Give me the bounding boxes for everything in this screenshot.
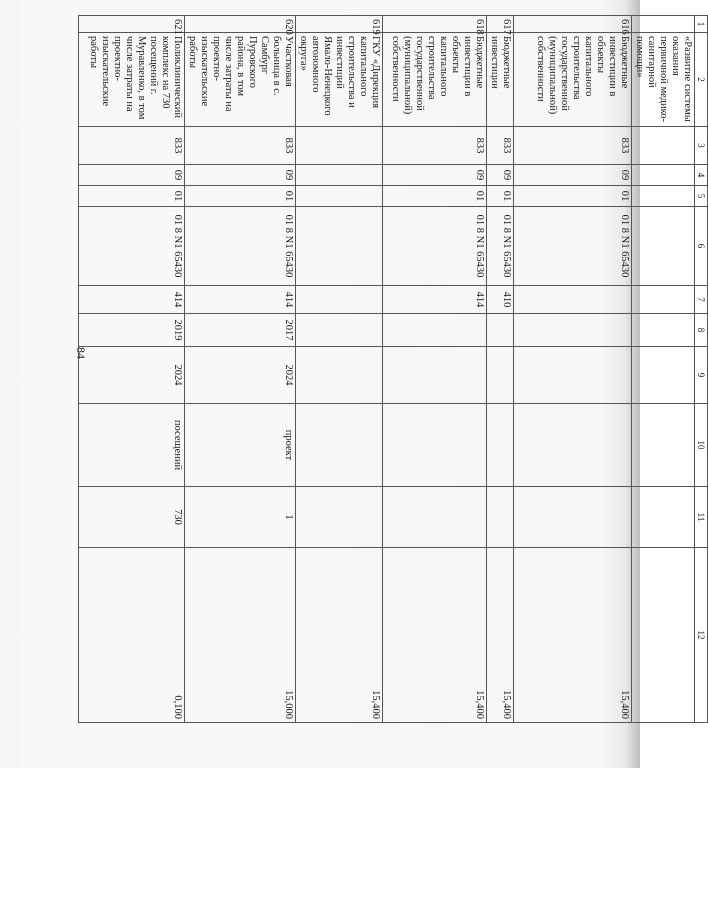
table-row — [383, 16, 487, 723]
header-cell: 10 — [695, 404, 708, 487]
row-value-cell — [487, 347, 514, 404]
row-value-cell: 01 — [383, 186, 487, 207]
row-value-cell — [632, 404, 695, 487]
row-value-cell: 01 — [514, 186, 632, 207]
row-value-cell — [296, 347, 383, 404]
table-row — [296, 16, 383, 723]
row-value-cell: 09 — [514, 165, 632, 186]
row-value-cell: 15,000 — [185, 548, 296, 723]
row-value-cell: 2019 — [79, 314, 185, 347]
row-number-cell: 616 — [514, 16, 632, 33]
header-cell: 11 — [695, 487, 708, 548]
row-value-cell: 0,100 — [79, 548, 185, 723]
header-cell: 12 — [695, 548, 708, 723]
row-value-cell: 833 — [383, 127, 487, 165]
header-cell: 8 — [695, 314, 708, 347]
row-name-cell: Участковая больница в с. Самбург Пуровского района, в том числе затраты на проектно-изыскательские работы — [185, 33, 296, 127]
row-value-cell: 1 — [185, 487, 296, 548]
row-value-cell: 01 8 N1 65430 — [487, 207, 514, 286]
row-name-cell: Бюджетные инвестиции в объекты капитального строительства государственной (муниципальной) собственности — [383, 33, 487, 127]
header-cell: 3 — [695, 127, 708, 165]
row-value-cell: 01 8 N1 65430 — [514, 207, 632, 286]
budget-table — [78, 15, 708, 723]
table-row — [487, 16, 514, 723]
header-cell: 9 — [695, 347, 708, 404]
row-value-cell: 09 — [487, 165, 514, 186]
row-value-cell — [296, 487, 383, 548]
row-number-cell: 617 — [487, 16, 514, 33]
row-value-cell — [632, 165, 695, 186]
header-cell: 7 — [695, 286, 708, 314]
row-value-cell: 414 — [79, 286, 185, 314]
row-value-cell — [632, 487, 695, 548]
row-value-cell: 01 8 N1 65430 — [383, 207, 487, 286]
row-value-cell: 833 — [185, 127, 296, 165]
row-number-cell: 620 — [185, 16, 296, 33]
header-cell: 1 — [695, 16, 708, 33]
row-name-cell: «Развитие системы оказания первичной медико-санитарной помощи» — [632, 33, 695, 127]
row-name-cell: Бюджетные инвестиции — [487, 33, 514, 127]
row-value-cell — [383, 347, 487, 404]
row-name-cell: Поликлинический комплекс на 730 посещений г. Муравленко, в том числе затраты на проектно-изыскательские работы — [79, 33, 185, 127]
row-value-cell — [296, 186, 383, 207]
row-value-cell — [383, 487, 487, 548]
table-row — [514, 16, 632, 723]
row-value-cell — [632, 207, 695, 286]
row-value-cell: 730 — [79, 487, 185, 548]
row-value-cell: посещений — [79, 404, 185, 487]
row-value-cell — [514, 314, 632, 347]
row-value-cell — [296, 314, 383, 347]
rotated-table-container — [80, 15, 708, 722]
page-number: 84 — [74, 347, 88, 359]
row-number-cell: 621 — [79, 16, 185, 33]
row-value-cell: 09 — [185, 165, 296, 186]
row-value-cell — [514, 286, 632, 314]
row-value-cell — [487, 487, 514, 548]
row-name-cell: ГКУ «Дирекция капитального строительства и инвестиций Ямало-Ненецкого автономного округа» — [296, 33, 383, 127]
row-value-cell: 2017 — [185, 314, 296, 347]
row-value-cell: 15,400 — [296, 548, 383, 723]
row-value-cell — [514, 487, 632, 548]
row-value-cell — [632, 186, 695, 207]
row-value-cell — [632, 548, 695, 723]
row-value-cell: 414 — [185, 286, 296, 314]
row-value-cell: 15,400 — [383, 548, 487, 723]
row-value-cell — [296, 165, 383, 186]
table-header-row — [695, 16, 708, 723]
row-value-cell: 15,400 — [514, 548, 632, 723]
table-row — [632, 16, 695, 723]
row-value-cell: проект — [185, 404, 296, 487]
row-value-cell — [383, 314, 487, 347]
row-name-cell: Бюджетные инвестиции в объекты капитального строительства государственной (муниципальной) собственности — [514, 33, 632, 127]
table-row — [185, 16, 296, 723]
row-value-cell — [514, 404, 632, 487]
row-value-cell — [632, 314, 695, 347]
row-value-cell: 833 — [79, 127, 185, 165]
row-value-cell: 2024 — [185, 347, 296, 404]
row-value-cell: 01 — [185, 186, 296, 207]
row-value-cell — [487, 404, 514, 487]
page-bottom-margin — [0, 768, 640, 905]
header-cell: 2 — [695, 33, 708, 127]
row-number-cell — [632, 16, 695, 33]
row-value-cell: 414 — [383, 286, 487, 314]
row-value-cell — [514, 347, 632, 404]
row-value-cell — [296, 207, 383, 286]
header-cell: 5 — [695, 186, 708, 207]
row-value-cell: 833 — [514, 127, 632, 165]
row-value-cell — [296, 127, 383, 165]
row-value-cell: 01 — [79, 186, 185, 207]
row-value-cell — [383, 404, 487, 487]
row-value-cell — [632, 347, 695, 404]
row-value-cell — [632, 127, 695, 165]
row-value-cell: 01 — [487, 186, 514, 207]
header-cell: 6 — [695, 207, 708, 286]
row-value-cell: 2024 — [79, 347, 185, 404]
row-number-cell: 618 — [383, 16, 487, 33]
row-value-cell — [296, 286, 383, 314]
row-value-cell — [296, 404, 383, 487]
row-value-cell: 09 — [383, 165, 487, 186]
row-value-cell: 15,400 — [487, 548, 514, 723]
row-value-cell: 01 8 N1 65430 — [79, 207, 185, 286]
row-value-cell — [487, 314, 514, 347]
row-value-cell: 09 — [79, 165, 185, 186]
row-value-cell: 410 — [487, 286, 514, 314]
row-value-cell: 833 — [487, 127, 514, 165]
row-value-cell: 01 8 N1 65430 — [185, 207, 296, 286]
row-number-cell: 619 — [296, 16, 383, 33]
header-cell: 4 — [695, 165, 708, 186]
row-value-cell — [632, 286, 695, 314]
table-row — [79, 16, 185, 723]
